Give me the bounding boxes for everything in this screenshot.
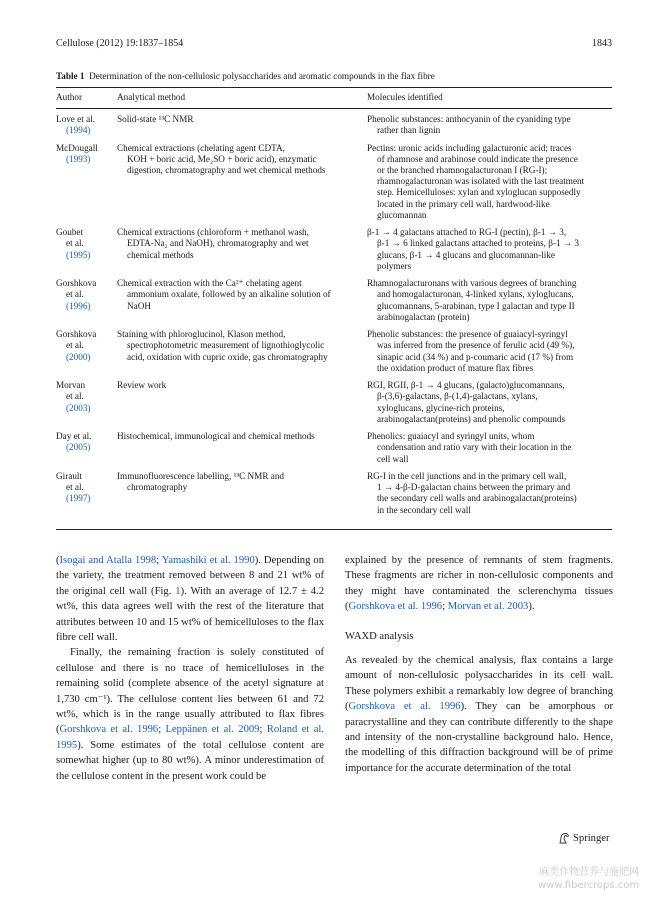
molecules-line: 1 → 4-β-D-galactan chains between the primary and bbox=[377, 482, 571, 493]
method-line: ammonium oxalate, followed by an alkaline solution of bbox=[127, 289, 331, 300]
molecules-line: was inferred from the presence of ferulic acid (49 %), bbox=[377, 340, 575, 351]
molecules-line: arabinogalactan(proteins) and phenolic compounds bbox=[377, 413, 566, 424]
cell-author bbox=[56, 329, 117, 374]
paragraph bbox=[345, 553, 613, 615]
cell-method bbox=[117, 471, 367, 516]
author-year-link[interactable]: (1993) bbox=[66, 153, 91, 164]
citation-link[interactable]: 2009 bbox=[238, 724, 260, 736]
author-year-link[interactable]: (1996) bbox=[66, 300, 91, 311]
watermark-url: www.fibercrops.com bbox=[538, 880, 640, 891]
text-run: ). Depending on the variety, the treatment removed between 8 and 21 wt% of the original cell wall (Fig. bbox=[56, 555, 324, 597]
text-run: ; bbox=[442, 601, 448, 613]
cell-molecules bbox=[367, 380, 612, 425]
author-name: McDougall bbox=[56, 142, 98, 153]
molecules-line: in the secondary cell wall bbox=[377, 504, 471, 515]
molecules-line: RG-I in the cell junctions and in the primary cell wall, bbox=[367, 471, 567, 481]
table-row bbox=[56, 431, 612, 465]
cell-method bbox=[117, 431, 367, 465]
citation-link[interactable]: 1996 bbox=[137, 724, 159, 736]
author-year-link[interactable]: (1994) bbox=[66, 125, 91, 136]
table-caption bbox=[56, 71, 612, 81]
citation-link[interactable]: Gorshkova et al. bbox=[59, 724, 138, 736]
watermark-line: 麻类作物营养与施肥网 bbox=[539, 867, 640, 878]
method-line: Immunofluorescence labelling, ¹³C NMR and bbox=[117, 471, 285, 481]
molecules-line: polymers bbox=[377, 260, 412, 271]
molecules-line: β-1 → 6 linked galactans attached to proteins, β-1 → 3 bbox=[377, 238, 579, 249]
author-etal: et al. bbox=[66, 391, 84, 402]
author-etal: et al. bbox=[66, 482, 84, 493]
text-run: ). They can be amorphous or paracrystalline and they can contribute differently to the shape and intensity of the non-crystalline background halo. Hence, the modelling of this diffraction background will be of prime importance for the accurate determination of the total bbox=[345, 701, 613, 774]
author-etal: et al. bbox=[66, 289, 84, 300]
citation-link[interactable]: 1 bbox=[175, 585, 181, 597]
molecules-line: of rhamnose and arabinose could indicate the presence bbox=[377, 153, 578, 164]
citation-link[interactable]: 2003 bbox=[507, 601, 529, 613]
table-row bbox=[56, 329, 612, 374]
table-row bbox=[56, 227, 612, 272]
table-header-rule bbox=[56, 108, 612, 109]
molecules-line: Phenolic substances: anthocyanin of the cyaniding type bbox=[367, 114, 571, 124]
method-line: chromatography bbox=[127, 482, 188, 493]
author-name: Love et al. bbox=[56, 114, 96, 124]
table-row bbox=[56, 380, 612, 425]
citation-link[interactable]: Leppänen et al. bbox=[165, 724, 239, 736]
cell-molecules bbox=[367, 329, 612, 374]
table-row bbox=[56, 471, 612, 516]
author-year-link[interactable]: (2000) bbox=[66, 351, 91, 362]
body-left-column bbox=[56, 553, 324, 784]
column-header-molecules: Molecules identified bbox=[367, 92, 443, 102]
author-year-link[interactable]: (2005) bbox=[66, 442, 91, 453]
cell-method bbox=[117, 227, 367, 272]
cell-molecules bbox=[367, 143, 612, 221]
text-run: Finally, the remaining fraction is solely constituted of cellulose and there is no trace of hemicelluloses in the remaining solid (complete absence of the acetyl signature at 1,730 cm⁻¹). The cellulose content lies between 61 and 72 wt%, which is in the range usually attributed to flax fibres ( bbox=[56, 647, 324, 736]
paragraph bbox=[345, 653, 613, 776]
text-run: ). bbox=[528, 601, 535, 613]
author-name: Girault bbox=[56, 471, 83, 481]
molecules-line: located in the primary cell wall, hardwood-like bbox=[377, 198, 550, 209]
citation-link[interactable]: 1990 bbox=[233, 555, 255, 566]
table-body bbox=[56, 114, 612, 522]
body-right-column bbox=[345, 553, 613, 776]
cell-author bbox=[56, 380, 117, 425]
molecules-line: glucomannan bbox=[377, 209, 427, 220]
molecules-line: β-(3,6)-galactans, β-(1,4)-galactans, xylans, bbox=[377, 391, 538, 402]
citation-link[interactable]: 1996 bbox=[420, 601, 443, 613]
molecules-line: sinapic acid (34 %) and p-coumaric acid (17 %) from bbox=[377, 351, 574, 362]
page-number: 1843 bbox=[592, 38, 612, 49]
cell-author bbox=[56, 114, 117, 136]
cell-molecules bbox=[367, 227, 612, 272]
cell-author bbox=[56, 143, 117, 221]
cell-method bbox=[117, 329, 367, 374]
cell-method bbox=[117, 114, 367, 136]
citation-link[interactable]: Roland et al. bbox=[266, 724, 324, 736]
text-run: As revealed by the chemical analysis, flax contains a large amount of non-cellulosic polysaccharides in its cell wall. These polymers exhibit a remarkably low degree of branching ( bbox=[345, 655, 613, 713]
text-run: ( bbox=[56, 555, 60, 566]
molecules-line: Pectins: uronic acids including galacturonic acid; traces bbox=[367, 142, 572, 153]
table-row bbox=[56, 143, 612, 221]
cell-author bbox=[56, 278, 117, 323]
method-line: Staining with phloroglucinol, Klason method, bbox=[117, 329, 286, 340]
cell-method bbox=[117, 143, 367, 221]
author-etal: et al. bbox=[66, 238, 84, 249]
method-line: acid, oxidation with cupric oxide, gas chromatography bbox=[127, 351, 328, 362]
method-line: Chemical extractions (chelating agent CDTA, bbox=[117, 142, 285, 153]
method-line: EDTA-Na₂ and NaOH), chromatography and wet bbox=[127, 238, 309, 249]
molecules-line: arabinogalactan (protein) bbox=[377, 311, 470, 322]
citation-link[interactable]: Isogai and Atalla bbox=[59, 555, 136, 566]
section-heading: WAXD analysis bbox=[345, 630, 414, 642]
method-line: Review work bbox=[117, 380, 167, 391]
cell-author bbox=[56, 471, 117, 516]
molecules-line: β-1 → 4 galactans attached to RG-I (pectin), β-1 → 3, bbox=[367, 227, 567, 238]
method-line: digestion, chromatography and wet chemical methods bbox=[127, 165, 326, 175]
column-header-author: Author bbox=[56, 92, 83, 102]
molecules-line: rhamnogalacturonan was isolated with the last treatment bbox=[377, 176, 585, 187]
text-run: ). Some estimates of the total cellulose content are somewhat higher (up to 80 wt%). A minor underestimation of the cellulose content in the present work could be bbox=[56, 739, 324, 782]
method-line: Chemical extraction with the Ca²⁺ chelating agent bbox=[117, 278, 302, 289]
text-run: ; bbox=[259, 724, 267, 736]
method-line: NaOH bbox=[127, 300, 151, 311]
cell-molecules bbox=[367, 278, 612, 323]
paragraph bbox=[56, 645, 324, 784]
molecules-line: the oxidation product of mature flax fibres bbox=[377, 362, 534, 373]
paragraph bbox=[56, 553, 324, 645]
molecules-line: and homogalacturonan, 4-linked xylans, xyloglucans, bbox=[377, 289, 574, 300]
table-row bbox=[56, 114, 612, 136]
molecules-line: xyloglucans, glycine-rich proteins, bbox=[377, 402, 505, 413]
table-top-rule bbox=[56, 87, 612, 88]
citation-link[interactable]: 1996 bbox=[439, 701, 461, 713]
table-caption-text: Determination of the non-cellulosic polysaccharides and aromatic compounds in the flax fibre bbox=[89, 71, 435, 81]
table-row bbox=[56, 278, 612, 323]
publisher-logo bbox=[558, 832, 609, 844]
molecules-line: the secondary cell walls and arabinogalactan(proteins) bbox=[377, 493, 577, 504]
citation-link[interactable]: Yamashiki et al. bbox=[161, 555, 234, 566]
citation-link[interactable]: 1995 bbox=[56, 739, 78, 751]
method-line: chemical methods bbox=[127, 249, 194, 260]
method-line: KOH + boric acid, Me₂SO + boric acid), enzymatic bbox=[127, 153, 317, 164]
author-year-link[interactable]: (2003) bbox=[66, 402, 91, 413]
cell-molecules bbox=[367, 114, 612, 136]
molecules-line: rather than lignin bbox=[377, 125, 441, 136]
cell-author bbox=[56, 227, 117, 272]
citation-link[interactable]: Morvan et al. bbox=[447, 601, 508, 613]
cell-molecules bbox=[367, 471, 612, 516]
cell-method bbox=[117, 380, 367, 425]
watermark bbox=[538, 866, 639, 892]
citation-link[interactable]: Gorshkova et al. bbox=[348, 601, 421, 613]
author-year-link[interactable]: (1995) bbox=[66, 249, 91, 260]
author-name: Gorshkova bbox=[56, 278, 97, 289]
author-name: Goubet bbox=[56, 227, 84, 238]
molecules-line: condensation and ratio vary with their location in the bbox=[377, 442, 572, 453]
citation-link[interactable]: 1998 bbox=[135, 555, 157, 566]
method-line: Solid-state ¹³C NMR bbox=[117, 114, 194, 124]
author-year-link[interactable]: (1997) bbox=[66, 493, 91, 504]
text-run: ; bbox=[158, 724, 166, 736]
springer-horse-icon bbox=[558, 832, 570, 844]
publisher-name: Springer bbox=[573, 832, 610, 844]
text-run: ; bbox=[156, 555, 162, 566]
molecules-line: glucans, β-1 → 4 glucans and glucomannan-like bbox=[377, 249, 555, 260]
molecules-line: cell wall bbox=[377, 453, 409, 464]
author-etal: et al. bbox=[66, 340, 84, 351]
molecules-line: RGI, RGII, β-1 → 4 glucans, (galacto)glucomannans, bbox=[367, 380, 565, 391]
cell-molecules bbox=[367, 431, 612, 465]
method-line: Chemical extractions (chloroform + methanol wash, bbox=[117, 227, 309, 238]
molecules-line: Rhamnogalacturonans with various degrees of branching bbox=[367, 278, 577, 289]
author-name: Morvan bbox=[56, 380, 86, 391]
method-line: spectrophotometric measurement of lignothioglycolic bbox=[127, 340, 325, 351]
molecules-line: step. Hemicelluloses: xylan and xyloglucan supposedly bbox=[377, 187, 581, 198]
journal-citation: Cellulose (2012) 19:1837–1854 bbox=[56, 38, 184, 49]
text-run: ). With an average of 12.7 ± 4.2 wt%, this data agrees well with the rest of the literature that attributes between 10 and 15 wt% of hemicelluloses to the flax fibre cell wall. bbox=[56, 585, 324, 644]
author-name: Day et al. bbox=[56, 431, 92, 442]
text-run: explained by the presence of remnants of stem fragments. These fragments are richer in non-cellulosic components and they might have contaminated the sclerenchyma tissues ( bbox=[345, 555, 613, 613]
table-bottom-rule bbox=[56, 529, 612, 530]
molecules-line: glucomannans, 5-arabinan, type I galactan and type II bbox=[377, 300, 575, 311]
method-line: Histochemical, immunological and chemical methods bbox=[117, 431, 315, 442]
column-header-method: Analytical method bbox=[117, 92, 186, 102]
cell-author bbox=[56, 431, 117, 465]
molecules-line: or the branched rhamnogalacturonan I (RG-I); bbox=[377, 165, 548, 175]
cell-method bbox=[117, 278, 367, 323]
author-name: Gorshkova bbox=[56, 329, 97, 340]
molecules-line: Phenolic substances: the presence of guaiacyl-syringyl bbox=[367, 329, 568, 340]
molecules-line: Phenolics: guaiacyl and syringyl units, whom bbox=[367, 431, 535, 442]
running-header bbox=[56, 38, 612, 49]
citation-link[interactable]: Gorshkova et al. bbox=[348, 701, 440, 713]
table-label: Table 1 bbox=[56, 71, 85, 81]
